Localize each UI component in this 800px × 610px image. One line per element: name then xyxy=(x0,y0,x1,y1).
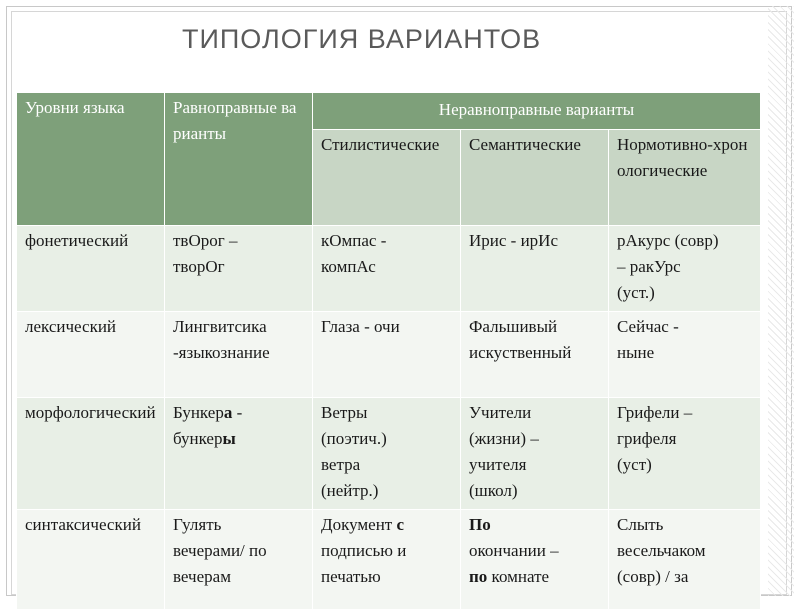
cell-text-bold: По xyxy=(469,515,491,534)
cell-normative xyxy=(609,398,761,510)
cell-line: печатью xyxy=(321,567,381,586)
cell-line: компАс xyxy=(321,257,376,276)
cell-line: ветра xyxy=(321,455,361,474)
table-row-morphological xyxy=(17,398,761,510)
table-row-syntactic xyxy=(17,510,761,610)
cell-text: бункер xyxy=(173,429,223,448)
header-equal-variants: Равноправные варианты xyxy=(165,93,313,226)
cell-equal xyxy=(165,398,313,510)
cell-line: (жизни) – xyxy=(469,429,539,448)
cell-semantic xyxy=(461,312,609,398)
header-row-top xyxy=(17,93,761,130)
cell-line: -языкознание xyxy=(173,343,270,362)
cell-normative xyxy=(609,510,761,610)
cell-equal xyxy=(165,312,313,398)
cell-normative xyxy=(609,226,761,312)
cell-level: синтаксический xyxy=(17,510,165,610)
cell-level: фонетический xyxy=(17,226,165,312)
cell-line: (уст.) xyxy=(617,283,655,302)
cell-stylistic xyxy=(313,510,461,610)
cell-line: (совр) / за xyxy=(617,567,689,586)
cell-line: Лингвитсика xyxy=(173,317,267,336)
cell-line: – ракУрс xyxy=(617,257,681,276)
cell-line: подписью и xyxy=(321,541,407,560)
cell-stylistic xyxy=(313,226,461,312)
header-semantic: Семантические xyxy=(461,130,609,226)
cell-line: вечерами/ по xyxy=(173,541,267,560)
header-stylistic: Стилистические xyxy=(313,130,461,226)
cell-line: рАкурс (совр) xyxy=(617,231,719,250)
slide-title: ТИПОЛОГИЯ ВАРИАНТОВ xyxy=(182,24,542,54)
cell-line: окончании – xyxy=(469,541,559,560)
cell-line: творОг xyxy=(173,257,225,276)
cell-line: твОрог – xyxy=(173,231,238,250)
header-unequal-variants: Неравноправные варианты xyxy=(313,93,761,130)
cell-line: Гулять xyxy=(173,515,222,534)
cell-line: Ветры xyxy=(321,403,368,422)
cell-equal xyxy=(165,510,313,610)
cell-line: вечерам xyxy=(173,567,231,586)
cell-text: Бункер xyxy=(173,403,224,422)
cell-line: Глаза - очи xyxy=(321,317,400,336)
cell-line: Ирис - ирИс xyxy=(469,231,559,250)
table-row-lexical xyxy=(17,312,761,398)
header-levels: Уровни языка xyxy=(17,93,165,226)
background-pattern xyxy=(768,6,794,596)
cell-stylistic xyxy=(313,398,461,510)
cell-semantic xyxy=(461,510,609,610)
cell-line: ныне xyxy=(617,343,655,362)
cell-semantic xyxy=(461,226,609,312)
cell-text-bold: с xyxy=(396,515,405,534)
cell-equal xyxy=(165,226,313,312)
cell-text: - xyxy=(232,403,243,422)
cell-line: Грифели – xyxy=(617,403,693,422)
cell-line: учителя xyxy=(469,455,527,474)
cell-line: Сейчас - xyxy=(617,317,679,336)
header-normative: Нормотивно-хронологические xyxy=(609,130,761,226)
cell-line: кОмпас - xyxy=(321,231,387,250)
table-row-phonetic xyxy=(17,226,761,312)
cell-normative xyxy=(609,312,761,398)
cell-semantic xyxy=(461,398,609,510)
cell-text-bold: по xyxy=(469,567,488,586)
cell-line: весельчаком xyxy=(617,541,706,560)
cell-text: Документ xyxy=(321,515,397,534)
cell-level: лексический xyxy=(17,312,165,398)
cell-line: (нейтр.) xyxy=(321,481,379,500)
cell-line: Слыть xyxy=(617,515,664,534)
cell-line: Учители xyxy=(469,403,532,422)
cell-text-bold: ы xyxy=(222,429,236,448)
cell-text: комнате xyxy=(487,567,550,586)
typology-table xyxy=(16,92,761,610)
cell-line: грифеля xyxy=(617,429,677,448)
cell-line: (школ) xyxy=(469,481,518,500)
cell-text-bold: а xyxy=(223,403,233,422)
cell-stylistic xyxy=(313,312,461,398)
cell-line: искуственный xyxy=(469,343,572,362)
cell-line: Фальшивый xyxy=(469,317,558,336)
cell-line: (поэтич.) xyxy=(321,429,387,448)
cell-level: морфологический xyxy=(17,398,165,510)
cell-line: (уст) xyxy=(617,455,652,474)
